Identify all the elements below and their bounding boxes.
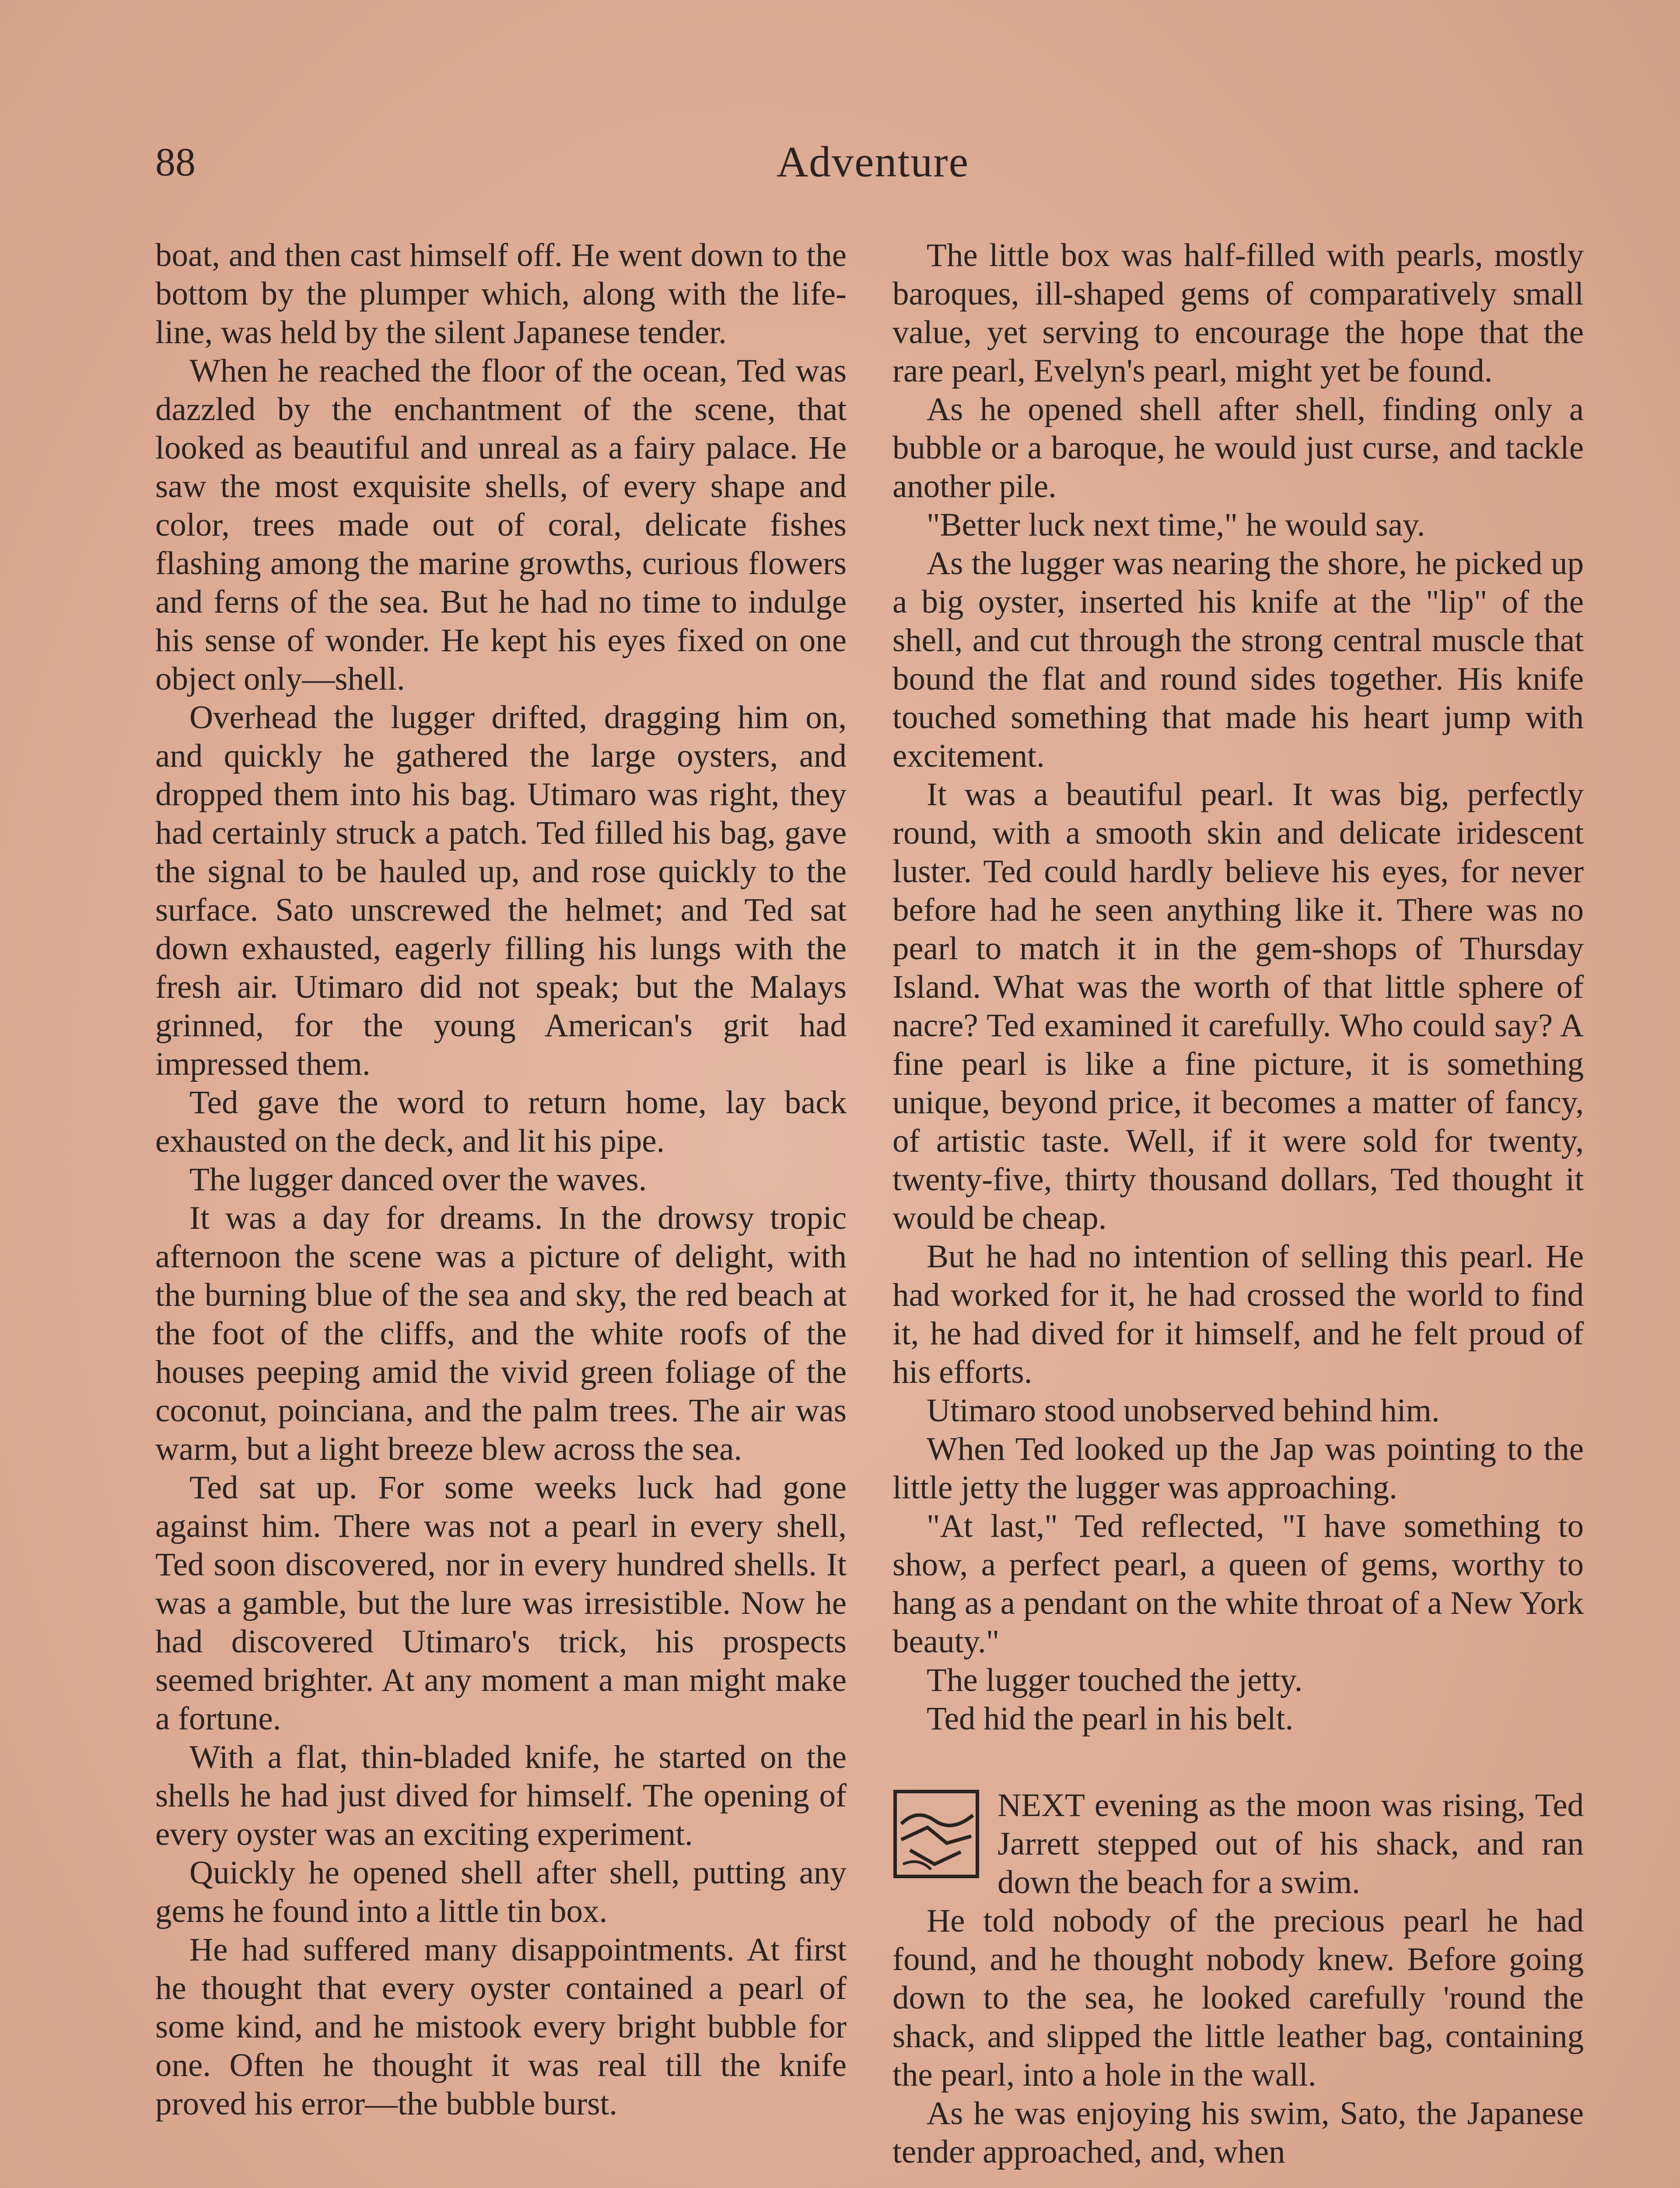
paragraph: It was a beautiful pearl. It was big, perfectly round, with a smooth skin and delicate iridescent luster. Ted could hardly believe his eyes, for never before had he seen anything like it. There was no pearl to match it in the gem-shops of Thursday Island. What was the worth of that little sphere of nacre? Ted examined it carefully. Who could say? A fine pearl is like a fine picture, it is something unique, beyond price, it becomes a matter of fancy, of artistic taste. Well, if it were sold for twenty, twenty-five, thirty thousand dollars, Ted thought it would be cheap. (892, 776, 1584, 1236)
paragraph: As the lugger was nearing the shore, he picked up a big oyster, inserted his knife at the "lip" of the shell, and cut through the strong central muscle that bound the flat and round sides together. His knife touched something that made his heart jump with excitement. (892, 545, 1584, 774)
running-head (155, 131, 1590, 193)
paragraph: Utimaro stood unobserved behind him. (927, 1392, 1440, 1429)
paragraph: Overhead the lugger drifted, dragging him on, and quickly he gathered the large oysters, and dropped them into his bag. Utimaro was right, they had certainly struck a patch. Ted filled his bag, gave the signal to be hauled up, and rose quickly to the surface. Sato unscrewed the helmet; and Ted sat down exhausted, eagerly filling his lungs with the fresh air. Utimaro did not speak; but the Malays grinned, for the young American's grit had impressed them. (155, 699, 847, 1082)
paragraph: He had suffered many disappointments. At first he thought that every oyster contained a pearl of some kind, and he mistook every bright bubble for one. Often he thought it was real till the knife proved his error—the bubble burst. (155, 1932, 847, 2122)
paragraph: But he had no intention of selling this pearl. He had worked for it, he had crossed the world to find it, he had dived for it himself, and he felt proud of his efforts. (892, 1238, 1584, 1390)
paragraph: As he opened shell after shell, finding only a bubble or a baroque, he would just curse, and tackle another pile. (892, 391, 1584, 505)
seashore-vignette-icon (892, 1789, 980, 1879)
paragraph: When he reached the floor of the ocean, Ted was dazzled by the enchantment of the scene, that looked as beautiful and unreal as a fairy palace. He saw the most exquisite shells, of every shape and color, trees made out of coral, delicate fishes flashing among the marine growths, curious flowers and ferns of the sea. But he had no time to indulge his sense of wonder. He kept his eyes fixed on one object only—shell. (155, 353, 847, 697)
paragraph: It was a day for dreams. In the drowsy tropic afternoon the scene was a picture of delight, with the burning blue of the sea and sky, the red beach at the foot of the cliffs, and the white roofs of the houses peeping amid the vivid green foliage of the coconut, poinciana, and the palm trees. The air was warm, but a light breeze blew across the sea. (155, 1200, 847, 1467)
left-column (155, 236, 847, 2123)
paragraph: Ted gave the word to return home, lay back exhausted on the deck, and lit his pipe. (155, 1084, 847, 1159)
paragraph: The lugger touched the jetty. (927, 1662, 1303, 1698)
paragraph: He told nobody of the precious pearl he had found, and he thought nobody knew. Before going down to the sea, he looked carefully 'round the shack, and slipped the little leather bag, containing the pearl, into a hole in the wall. (892, 1903, 1584, 2093)
journal-title: Adventure (776, 137, 970, 186)
paragraph: "At last," Ted reflected, "I have something to show, a perfect pearl, a queen of gems, worthy to hang as a pendant on the white throat of a New York beauty." (892, 1508, 1584, 1660)
paragraph: Quickly he opened shell after shell, putting any gems he found into a little tin box. (155, 1855, 847, 1929)
paragraph: boat, and then cast himself off. He went down to the bottom by the plumper which, along with the life-line, was held by the silent Japanese tender. (155, 237, 847, 351)
paragraph: Ted hid the pearl in his belt. (927, 1701, 1294, 1737)
paragraph: The little box was half-filled with pearls, mostly baroques, ill-shaped gems of comparatively small value, yet serving to encourage the hope that the rare pearl, Evelyn's pearl, might yet be found. (892, 237, 1584, 389)
section-break (892, 1738, 1584, 1786)
paragraph: As he was enjoying his swim, Sato, the Japanese tender approached, and, when (892, 2095, 1584, 2170)
paragraph: The lugger danced over the waves. (189, 1161, 647, 1198)
section-opening-text: NEXT evening as the moon was rising, Ted Jarrett stepped out of his shack, and ran down the beach for a swim. (998, 1787, 1584, 1900)
paragraph: When Ted looked up the Jap was pointing to the little jetty the lugger was approaching. (892, 1431, 1584, 1506)
paragraph: "Better luck next time," he would say. (927, 507, 1425, 543)
page-number: 88 (155, 140, 196, 184)
paragraph: Ted sat up. For some weeks luck had gone against him. There was not a pearl in every shell, Ted soon discovered, nor in every hundred shells. It was a gamble, but the lure was irresistible. Now he had discovered Utimaro's trick, his prospects seemed brighter. At any moment a man might make a fortune. (155, 1469, 847, 1737)
section-opening-paragraph (892, 1786, 1584, 1902)
right-column (892, 236, 1584, 2171)
paragraph: With a flat, thin-bladed knife, he started on the shells he had just dived for himself. The opening of every oyster was an exciting experiment. (155, 1739, 847, 1852)
